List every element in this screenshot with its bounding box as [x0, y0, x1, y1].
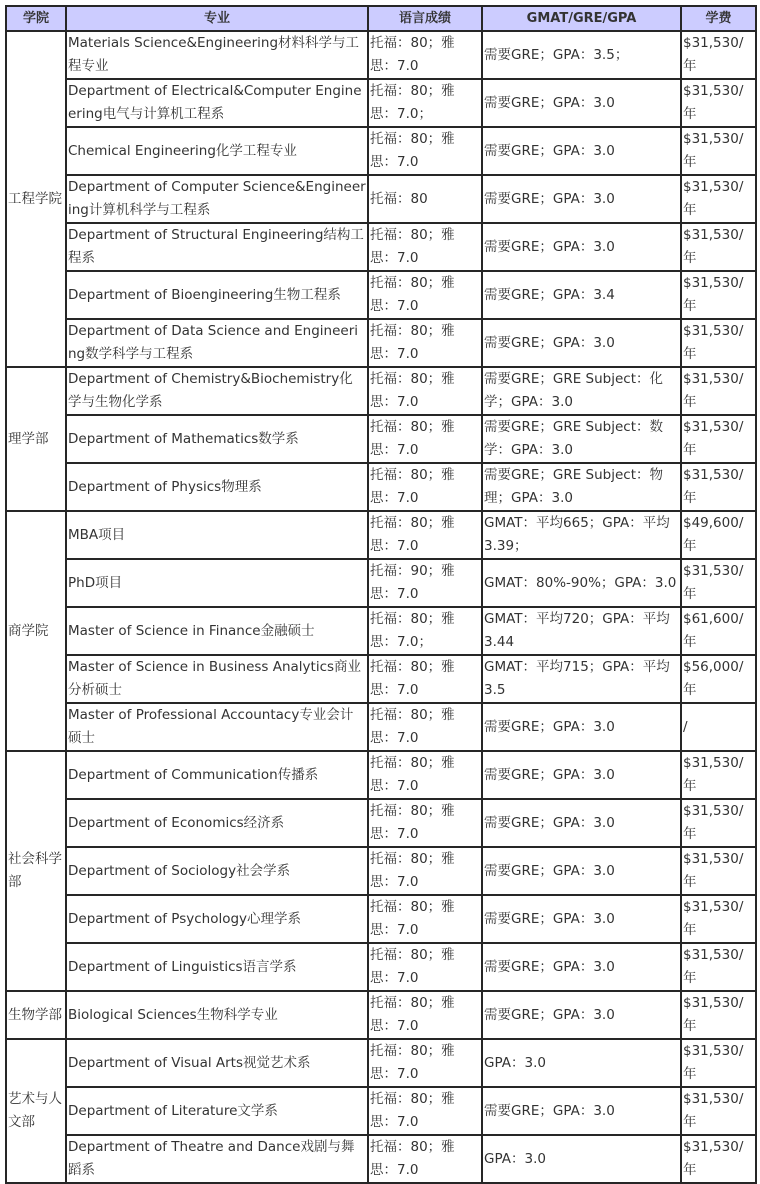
tuition-cell: $31,530/年 — [681, 223, 756, 271]
school-cell: 社会科学部 — [6, 751, 66, 991]
tuition-cell: $31,530/年 — [681, 1135, 756, 1183]
language-cell: 托福：80；雅思：7.0 — [368, 751, 482, 799]
table-row — [6, 991, 756, 1039]
header-tuition: 学费 — [681, 6, 756, 31]
language-cell: 托福：80；雅思：7.0 — [368, 415, 482, 463]
table-body — [6, 31, 756, 1183]
tuition-cell: $31,530/年 — [681, 415, 756, 463]
tests-cell: GPA：3.0 — [482, 1135, 681, 1183]
school-cell: 理学部 — [6, 367, 66, 511]
major-cell: Master of Science in Finance金融硕士 — [66, 607, 368, 655]
language-cell: 托福：80；雅思：7.0 — [368, 127, 482, 175]
major-cell: Department of Bioengineering生物工程系 — [66, 271, 368, 319]
table-row — [6, 559, 756, 607]
language-cell: 托福：80；雅思：7.0 — [368, 799, 482, 847]
major-cell: Master of Professional Accountacy专业会计硕士 — [66, 703, 368, 751]
tests-cell: 需要GRE；GPA：3.0 — [482, 175, 681, 223]
table-row — [6, 175, 756, 223]
language-cell: 托福：80；雅思：7.0 — [368, 271, 482, 319]
tests-cell: 需要GRE；GRE Subject：数学：GPA：3.0 — [482, 415, 681, 463]
tuition-cell: $31,530/年 — [681, 175, 756, 223]
table-row — [6, 127, 756, 175]
tuition-cell: $31,530/年 — [681, 1087, 756, 1135]
table-row — [6, 511, 756, 559]
header-row — [6, 6, 756, 31]
table-row — [6, 799, 756, 847]
tuition-cell: $31,530/年 — [681, 847, 756, 895]
language-cell: 托福：80；雅思：7.0； — [368, 607, 482, 655]
tests-cell: 需要GRE；GRE Subject：物理；GPA：3.0 — [482, 463, 681, 511]
major-cell: Department of Physics物理系 — [66, 463, 368, 511]
table-row — [6, 79, 756, 127]
school-cell: 艺术与人文部 — [6, 1039, 66, 1183]
language-cell: 托福：90；雅思：7.0 — [368, 559, 482, 607]
tests-cell: 需要GRE；GPA：3.0 — [482, 319, 681, 367]
tests-cell: GMAT：平均665；GPA：平均3.39； — [482, 511, 681, 559]
table-row — [6, 847, 756, 895]
tuition-cell: $31,530/年 — [681, 943, 756, 991]
tuition-cell: $31,530/年 — [681, 463, 756, 511]
table-row — [6, 1039, 756, 1087]
tests-cell: 需要GRE；GPA：3.0 — [482, 895, 681, 943]
major-cell: Department of Linguistics语言学系 — [66, 943, 368, 991]
tests-cell: GMAT：80%-90%；GPA：3.0 — [482, 559, 681, 607]
tests-cell: 需要GRE；GPA：3.0 — [482, 943, 681, 991]
school-cell: 商学院 — [6, 511, 66, 751]
language-cell: 托福：80；雅思：7.0 — [368, 1135, 482, 1183]
tests-cell: 需要GRE；GPA：3.0 — [482, 751, 681, 799]
table-row — [6, 319, 756, 367]
tuition-cell: $49,600/年 — [681, 511, 756, 559]
major-cell: Department of Mathematics数学系 — [66, 415, 368, 463]
tests-cell: 需要GRE；GPA：3.5； — [482, 31, 681, 79]
major-cell: Department of Electrical&Computer Engineering电气与计算机工程系 — [66, 79, 368, 127]
language-cell: 托福：80；雅思：7.0 — [368, 1087, 482, 1135]
table-row — [6, 655, 756, 703]
major-cell: Department of Data Science and Engineering数学科学与工程系 — [66, 319, 368, 367]
language-cell: 托福：80；雅思：7.0 — [368, 31, 482, 79]
tuition-cell: / — [681, 703, 756, 751]
table-row — [6, 607, 756, 655]
table-row — [6, 31, 756, 79]
language-cell: 托福：80；雅思：7.0 — [368, 223, 482, 271]
tuition-cell: $31,530/年 — [681, 991, 756, 1039]
major-cell: PhD项目 — [66, 559, 368, 607]
table-row — [6, 751, 756, 799]
table-row — [6, 1135, 756, 1183]
tuition-cell: $31,530/年 — [681, 31, 756, 79]
tests-cell: 需要GRE；GPA：3.0 — [482, 799, 681, 847]
major-cell: MBA项目 — [66, 511, 368, 559]
admissions-table — [5, 5, 757, 1184]
language-cell: 托福：80；雅思：7.0； — [368, 79, 482, 127]
tuition-cell: $31,530/年 — [681, 79, 756, 127]
major-cell: Materials Science&Engineering材料科学与工程专业 — [66, 31, 368, 79]
tests-cell: 需要GRE；GPA：3.0 — [482, 79, 681, 127]
language-cell: 托福：80；雅思：7.0 — [368, 367, 482, 415]
language-cell: 托福：80 — [368, 175, 482, 223]
tests-cell: 需要GRE；GPA：3.0 — [482, 847, 681, 895]
table-row — [6, 895, 756, 943]
language-cell: 托福：80；雅思：7.0 — [368, 703, 482, 751]
major-cell: Biological Sciences生物科学专业 — [66, 991, 368, 1039]
tuition-cell: $31,530/年 — [681, 1039, 756, 1087]
language-cell: 托福：80；雅思：7.0 — [368, 655, 482, 703]
header-language: 语言成绩 — [368, 6, 482, 31]
tuition-cell: $31,530/年 — [681, 367, 756, 415]
tests-cell: 需要GRE；GPA：3.0 — [482, 1087, 681, 1135]
tests-cell: 需要GRE；GPA：3.0 — [482, 223, 681, 271]
tests-cell: GMAT：平均715；GPA：平均3.5 — [482, 655, 681, 703]
school-cell: 工程学院 — [6, 31, 66, 367]
language-cell: 托福：80；雅思：7.0 — [368, 847, 482, 895]
table-row — [6, 463, 756, 511]
language-cell: 托福：80；雅思：7.0 — [368, 895, 482, 943]
major-cell: Department of Structural Engineering结构工程系 — [66, 223, 368, 271]
major-cell: Department of Chemistry&Biochemistry化学与生物化学系 — [66, 367, 368, 415]
table-row — [6, 943, 756, 991]
major-cell: Department of Theatre and Dance戏剧与舞蹈系 — [66, 1135, 368, 1183]
major-cell: Master of Science in Business Analytics商业分析硕士 — [66, 655, 368, 703]
table-row — [6, 1087, 756, 1135]
tuition-cell: $31,530/年 — [681, 271, 756, 319]
major-cell: Department of Literature文学系 — [66, 1087, 368, 1135]
header-tests: GMAT/GRE/GPA — [482, 6, 681, 31]
table-row — [6, 415, 756, 463]
header-major: 专业 — [66, 6, 368, 31]
tuition-cell: $31,530/年 — [681, 799, 756, 847]
major-cell: Department of Visual Arts视觉艺术系 — [66, 1039, 368, 1087]
major-cell: Chemical Engineering化学工程专业 — [66, 127, 368, 175]
tests-cell: 需要GRE；GRE Subject：化学；GPA：3.0 — [482, 367, 681, 415]
table-row — [6, 367, 756, 415]
tuition-cell: $31,530/年 — [681, 895, 756, 943]
language-cell: 托福：80；雅思：7.0 — [368, 319, 482, 367]
tuition-cell: $31,530/年 — [681, 751, 756, 799]
major-cell: Department of Economics经济系 — [66, 799, 368, 847]
major-cell: Department of Sociology社会学系 — [66, 847, 368, 895]
tests-cell: 需要GRE；GPA：3.0 — [482, 703, 681, 751]
language-cell: 托福：80；雅思：7.0 — [368, 1039, 482, 1087]
major-cell: Department of Computer Science&Engineering计算机科学与工程系 — [66, 175, 368, 223]
tuition-cell: $31,530/年 — [681, 127, 756, 175]
tests-cell: GPA：3.0 — [482, 1039, 681, 1087]
school-cell: 生物学部 — [6, 991, 66, 1039]
tests-cell: 需要GRE；GPA：3.4 — [482, 271, 681, 319]
table-row — [6, 703, 756, 751]
table-row — [6, 271, 756, 319]
tests-cell: 需要GRE；GPA：3.0 — [482, 991, 681, 1039]
language-cell: 托福：80；雅思：7.0 — [368, 463, 482, 511]
language-cell: 托福：80；雅思：7.0 — [368, 511, 482, 559]
tests-cell: 需要GRE；GPA：3.0 — [482, 127, 681, 175]
language-cell: 托福：80；雅思：7.0 — [368, 943, 482, 991]
header-school: 学院 — [6, 6, 66, 31]
tuition-cell: $31,530/年 — [681, 559, 756, 607]
major-cell: Department of Psychology心理学系 — [66, 895, 368, 943]
tuition-cell: $61,600/年 — [681, 607, 756, 655]
tests-cell: GMAT：平均720；GPA：平均3.44 — [482, 607, 681, 655]
table-row — [6, 223, 756, 271]
major-cell: Department of Communication传播系 — [66, 751, 368, 799]
tuition-cell: $31,530/年 — [681, 319, 756, 367]
language-cell: 托福：80；雅思：7.0 — [368, 991, 482, 1039]
tuition-cell: $56,000/年 — [681, 655, 756, 703]
